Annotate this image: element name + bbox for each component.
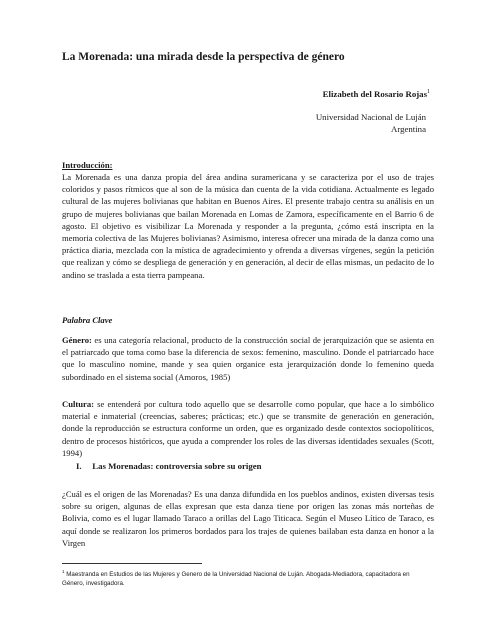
- cultura-text: se entenderá por cultura todo aquello que se desarrolle como popular, que hace a lo simbólico material e inmaterial (creencias, saberes; prácticas; etc.) que se transmite de generación en generación, donde la reproducción se estructura conforme un orden, que es organizado desde contextos sociopolíticos, dentro de procesos históricos, que ayuda a comprender los roles de las diversas identidades sexuales (Scott, 1994): [62, 399, 434, 458]
- author-name: Elizabeth del Rosario Rojas: [322, 89, 427, 99]
- affiliation-university: Universidad Nacional de Luján: [315, 112, 426, 122]
- intro-heading: Introducción:: [62, 160, 113, 170]
- genero-text: es una categoría relacional, producto de la construcción social de jerarquización que se asienta en el patriarcado que toma como base la diferencia de sexos: femenino, masculino. Donde el patriarcado hace que lo masculino nomine, mande y sea quien organice esta jerarquización donde lo femenino queda subordinado en el sistema social (Amoros, 1985): [62, 335, 434, 382]
- footnote-marker: 1: [62, 569, 65, 574]
- genero-definition: [62, 334, 434, 383]
- affiliation-country: Argentina: [390, 124, 426, 134]
- author-line: [323, 89, 430, 99]
- footnote: [62, 567, 432, 588]
- paper-title: La Morenada: una mirada desde la perspectiva de género: [62, 51, 345, 63]
- section-paragraph: ¿Cuál es el origen de las Morenadas? Es una danza difundida en los pueblos andinos, existen diversas tesis sobre su origen, algunas de ellas expresan que esta danza tiene por origen las zonas más norteñas de Bolivia, como es el lugar llamado Taraco a orillas del Lago Titicaca. Según el Museo Lítico de Taraco, es aquí donde se realizaron los primeros bordados para los trajes de quienes bailaban esta danza en honor a la Virgen: [62, 489, 434, 548]
- cultura-term: Cultura:: [62, 399, 94, 409]
- cultura-definition: [62, 398, 434, 459]
- footnote-divider: [62, 563, 202, 564]
- section-number: I.: [76, 461, 82, 471]
- intro-paragraph: La Morenada es una danza propia del área andina suramericana y se caracteriza por el uso de trajes coloridos y pasos rítmicos que al son de la música dan cuenta de la vida cotidiana. Actualmente es legado cultural de las mujeres bolivianas que habitan en Buenos Aires. El presente trabajo centra su análisis en un grupo de mujeres bolivianas que bailan Morenada en Lomas de Zamora, específicamente en el Barrio 6 de agosto. El objetivo es visibilizar La Morenada y responder a la pregunta, ¿cómo está inscripta en la memoria colectiva de las Mujeres bolivianas? Asimismo, interesa ofrecer una mirada de la danza como una práctica diaria, mezclada con la mística de agradecimiento y ofrenda a diversas vírgenes, según la petición que realizan y cómo se despliega de generación y en generación, al decir de ellas mismas, un pedacito de lo andino se traslada a esta tierra pampeana.: [62, 172, 434, 280]
- author-footnote-marker: 1: [427, 89, 430, 96]
- affiliation-block: [316, 111, 426, 135]
- section-heading: [76, 461, 262, 471]
- section-title: Las Morenadas: controversia sobre su origen: [92, 461, 262, 471]
- keywords-heading: Palabra Clave: [62, 315, 113, 325]
- genero-term: Género:: [62, 335, 92, 345]
- footnote-text: Maestranda en Estudios de las Mujeres y Genero de la Universidad Nacional de Luján. Abogada-Mediadora, capacitadora en Género, investigadora.: [62, 571, 410, 588]
